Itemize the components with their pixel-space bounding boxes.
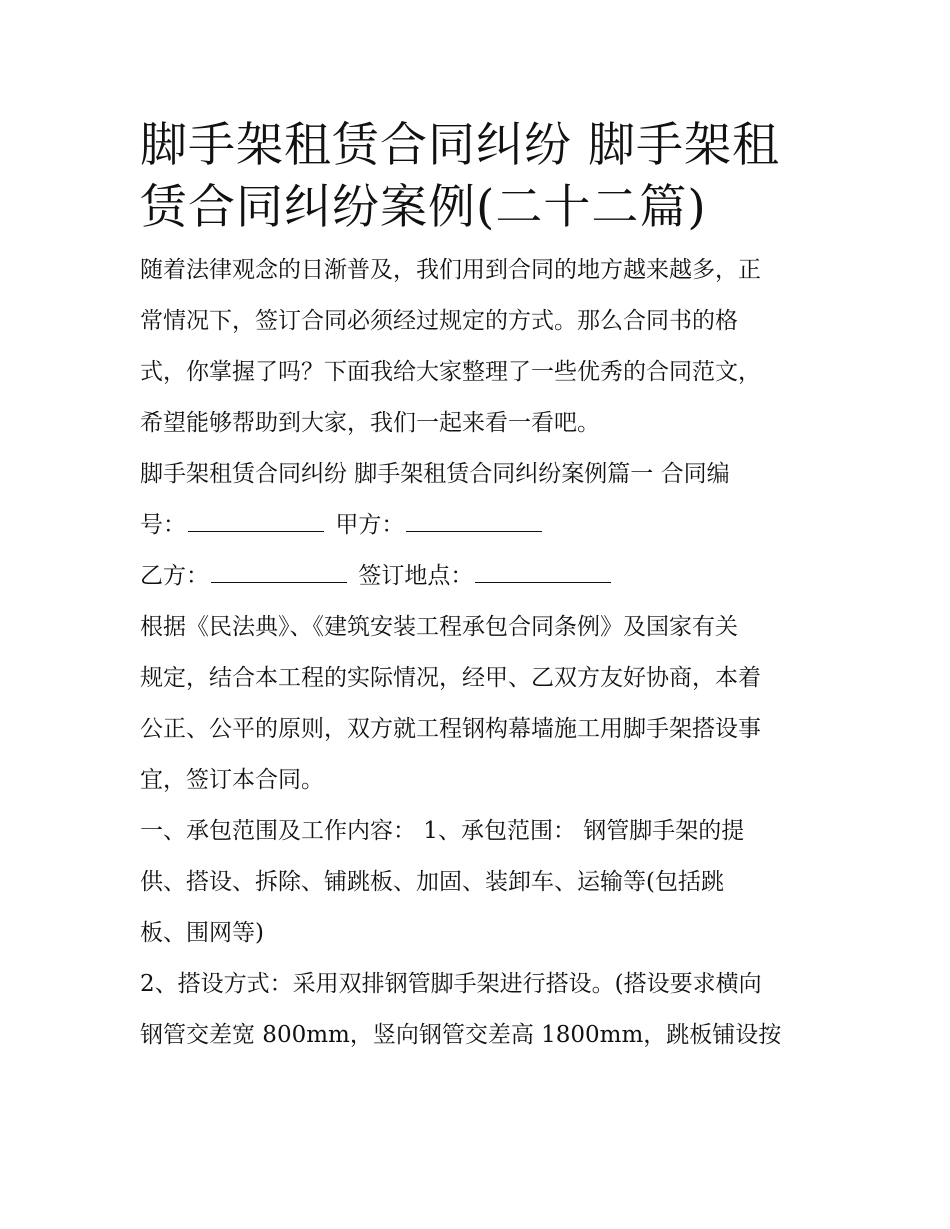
basis-line: 公正、公平的原则，双方就工程钢构幕墙施工用脚手架搭设事 (140, 716, 761, 742)
method-line: 钢管交差宽 800mm，竖向钢管交差高 1800mm，跳板铺设按 (140, 1022, 782, 1048)
intro-line: 希望能够帮助到大家，我们一起来看一看吧。 (140, 410, 600, 436)
section-heading: 脚手架租赁合同纠纷 脚手架租赁合同纠纷案例篇一 合同编 (140, 461, 730, 487)
contract-no-row (140, 500, 820, 551)
basis-line: 宜，签订本合同。 (140, 767, 324, 793)
party-b-label: 乙方： (140, 563, 209, 589)
party-a-label: 甲方： (335, 512, 405, 538)
scope-paragraph (140, 806, 820, 959)
party-a-blank (406, 509, 542, 532)
basis-line: 根据《民法典》、《建筑安装工程承包合同条例》及国家有关 (140, 614, 738, 640)
intro-line: 常情况下，签订合同必须经过规定的方式。那么合同书的格 (140, 308, 738, 334)
scope-line: 板、围网等) (140, 920, 264, 946)
place-blank (475, 560, 611, 583)
intro-paragraph (140, 245, 820, 449)
party-b-row (140, 551, 820, 602)
contract-no-blank (188, 509, 324, 532)
contract-header (140, 449, 820, 602)
method-paragraph (140, 959, 820, 1061)
scope-line: 供、搭设、拆除、铺跳板、加固、装卸车、运输等(包括跳 (140, 869, 724, 895)
document-page (140, 115, 820, 1061)
party-b-blank (211, 560, 347, 583)
place-label: 签订地点： (358, 563, 474, 589)
intro-line: 式，你掌握了吗？下面我给大家整理了一些优秀的合同范文， (140, 359, 761, 385)
title-line-1: 脚手架租赁合同纠纷 脚手架租 (140, 118, 780, 173)
intro-line: 随着法律观念的日渐普及，我们用到合同的地方越来越多，正 (140, 257, 761, 283)
contract-no-label: 号： (140, 512, 186, 538)
document-title (140, 115, 820, 239)
basis-line: 规定，结合本工程的实际情况，经甲、乙双方友好协商，本着 (140, 665, 761, 691)
method-line: 2、搭设方式：采用双排钢管脚手架进行搭设。(搭设要求横向 (140, 971, 762, 997)
title-line-2: 赁合同纠纷案例(二十二篇) (140, 180, 707, 235)
basis-paragraph (140, 602, 820, 806)
scope-line: 一、承包范围及工作内容： 1、承包范围： 钢管脚手架的提 (140, 818, 745, 844)
